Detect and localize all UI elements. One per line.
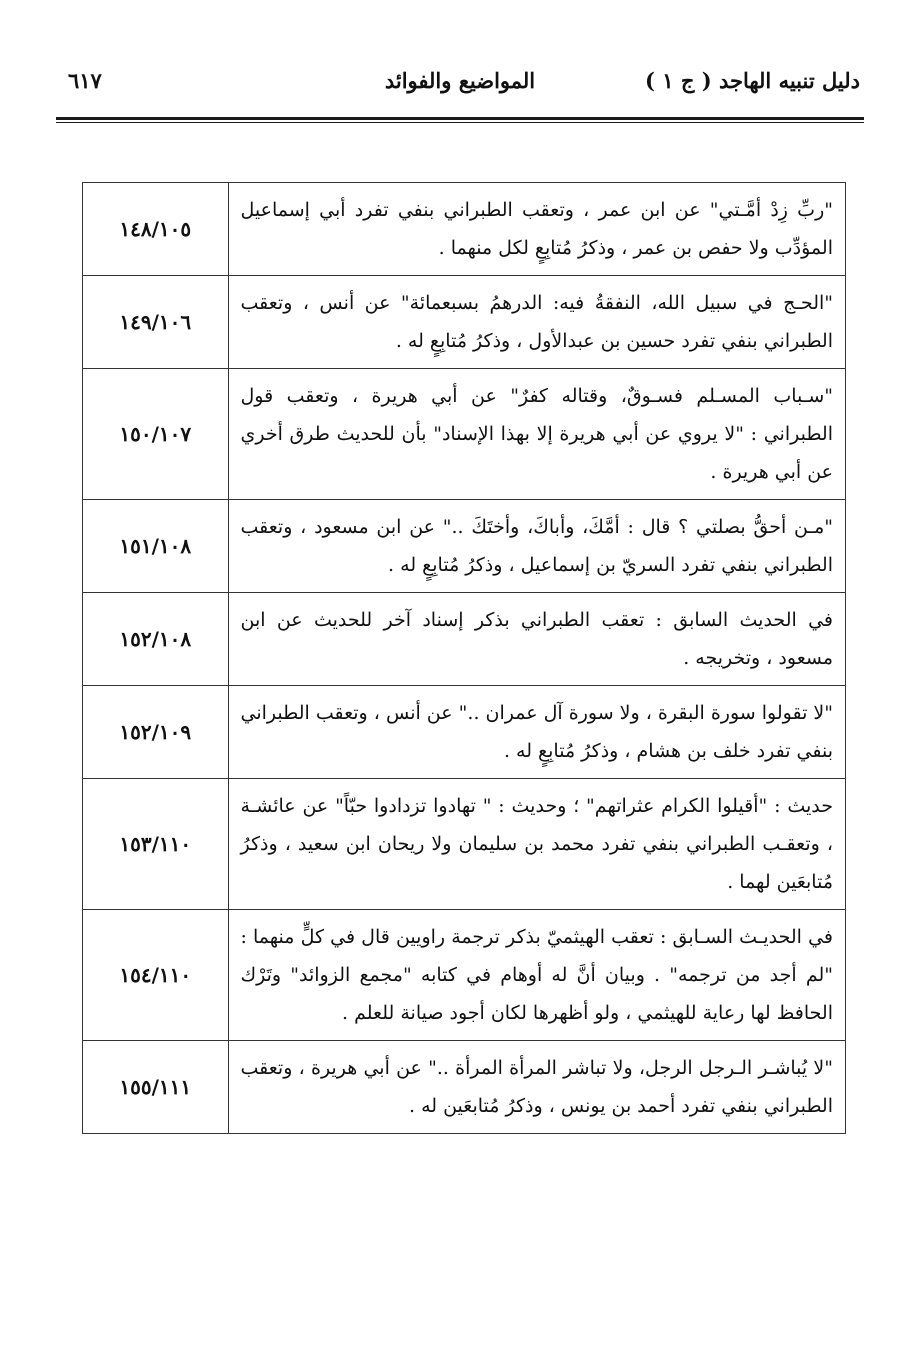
table-row [83, 910, 846, 1041]
entry-reference: ١٥٢/١٠٩ [83, 686, 229, 779]
page-number: ٦١٧ [68, 68, 102, 93]
book-title: دليل تنبيه الهاجد ( ج ١ ) [645, 68, 860, 93]
entry-text: "مـن أحقُّ بصلتي ؟ قال : أمَّكَ، وأباكَ، وأختَكَ .." عن ابن مسعود ، وتعقب الطبراني بنفي تفرد السريّ بن إسماعيل ، وذكرُ مُتابِعٍ له . [228, 500, 846, 593]
index-table [82, 182, 846, 1134]
entry-text: "لا تقولوا سورة البقرة ، ولا سورة آل عمران .." عن أنس ، وتعقب الطبراني بنفي تفرد خلف بن هشام ، وذكرُ مُتابِعٍ له . [228, 686, 846, 779]
header-rule-thick [56, 117, 864, 120]
table-row [83, 686, 846, 779]
entry-reference: ١٥٤/١١٠ [83, 910, 229, 1041]
entry-text: في الحديـث السـابق : تعقب الهيثميّ بذكر ترجمة راويين قال في كلٍّ منهما : "لم أجد من ترجمه" . وبيان أنَّ له أوهام في كتابه "مجمع الزوائد" وتَرْك الحافظ لها رعاية للهيثمي ، ولو أظهرها لكان أجود صيانة للعلم . [228, 910, 846, 1041]
section-title: المواضيع والفوائد [384, 68, 536, 93]
entry-text: "الحـج في سبيل الله، النفقةُ فيه: الدرهمُ بسبعمائة" عن أنس ، وتعقب الطبراني بنفي تفرد حسين بن عبدالأول ، وذكرُ مُتابِعٍ له . [228, 276, 846, 369]
entry-reference: ١٥١/١٠٨ [83, 500, 229, 593]
entry-text: في الحديث السابق : تعقب الطبراني بذكر إسناد آخر للحديث عن ابن مسعود ، وتخريجه . [228, 593, 846, 686]
table-row [83, 1041, 846, 1134]
entry-text: "سـباب المسـلم فسـوقٌ، وقتاله كفرٌ" عن أبي هريرة ، وتعقب قول الطبراني : "لا يروي عن أبي هريرة إلا بهذا الإسناد" بأن للحديث طرق أخري عن أبي هريرة . [228, 369, 846, 500]
entry-text: "ربِّ زِدْ أمَّـتي" عن ابن عمر ، وتعقب الطبراني بنفي تفرد أبي إسماعيل المؤدِّب ولا حفص بن عمر ، وذكرُ مُتابِعٍ لكل منهما . [228, 183, 846, 276]
entry-reference: ١٥٢/١٠٨ [83, 593, 229, 686]
table-row [83, 183, 846, 276]
entry-text: حديث : "أقيلوا الكرام عثراتهم" ؛ وحديث : " تهادوا تزدادوا حبّاً" عن عائشـة ، وتعقـب الطبراني بنفي تفرد محمد بن سليمان ولا ريحان ابن سعيد ، وذكرُ مُتابعَين لهما . [228, 779, 846, 910]
table-row [83, 779, 846, 910]
header-rule-thin [56, 122, 864, 123]
entry-reference: ١٥٣/١١٠ [83, 779, 229, 910]
entry-reference: ١٤٨/١٠٥ [83, 183, 229, 276]
entry-reference: ١٥٥/١١١ [83, 1041, 229, 1134]
table-row [83, 500, 846, 593]
table-row [83, 593, 846, 686]
page-header [60, 60, 860, 110]
entry-reference: ١٥٠/١٠٧ [83, 369, 229, 500]
entry-text: "لا يُباشـر الـرجل الرجل، ولا تباشر المرأة المرأة .." عن أبي هريرة ، وتعقب الطبراني بنفي تفرد أحمد بن يونس ، وذكرُ مُتابعَين له . [228, 1041, 846, 1134]
table-row [83, 369, 846, 500]
entry-reference: ١٤٩/١٠٦ [83, 276, 229, 369]
table-row [83, 276, 846, 369]
